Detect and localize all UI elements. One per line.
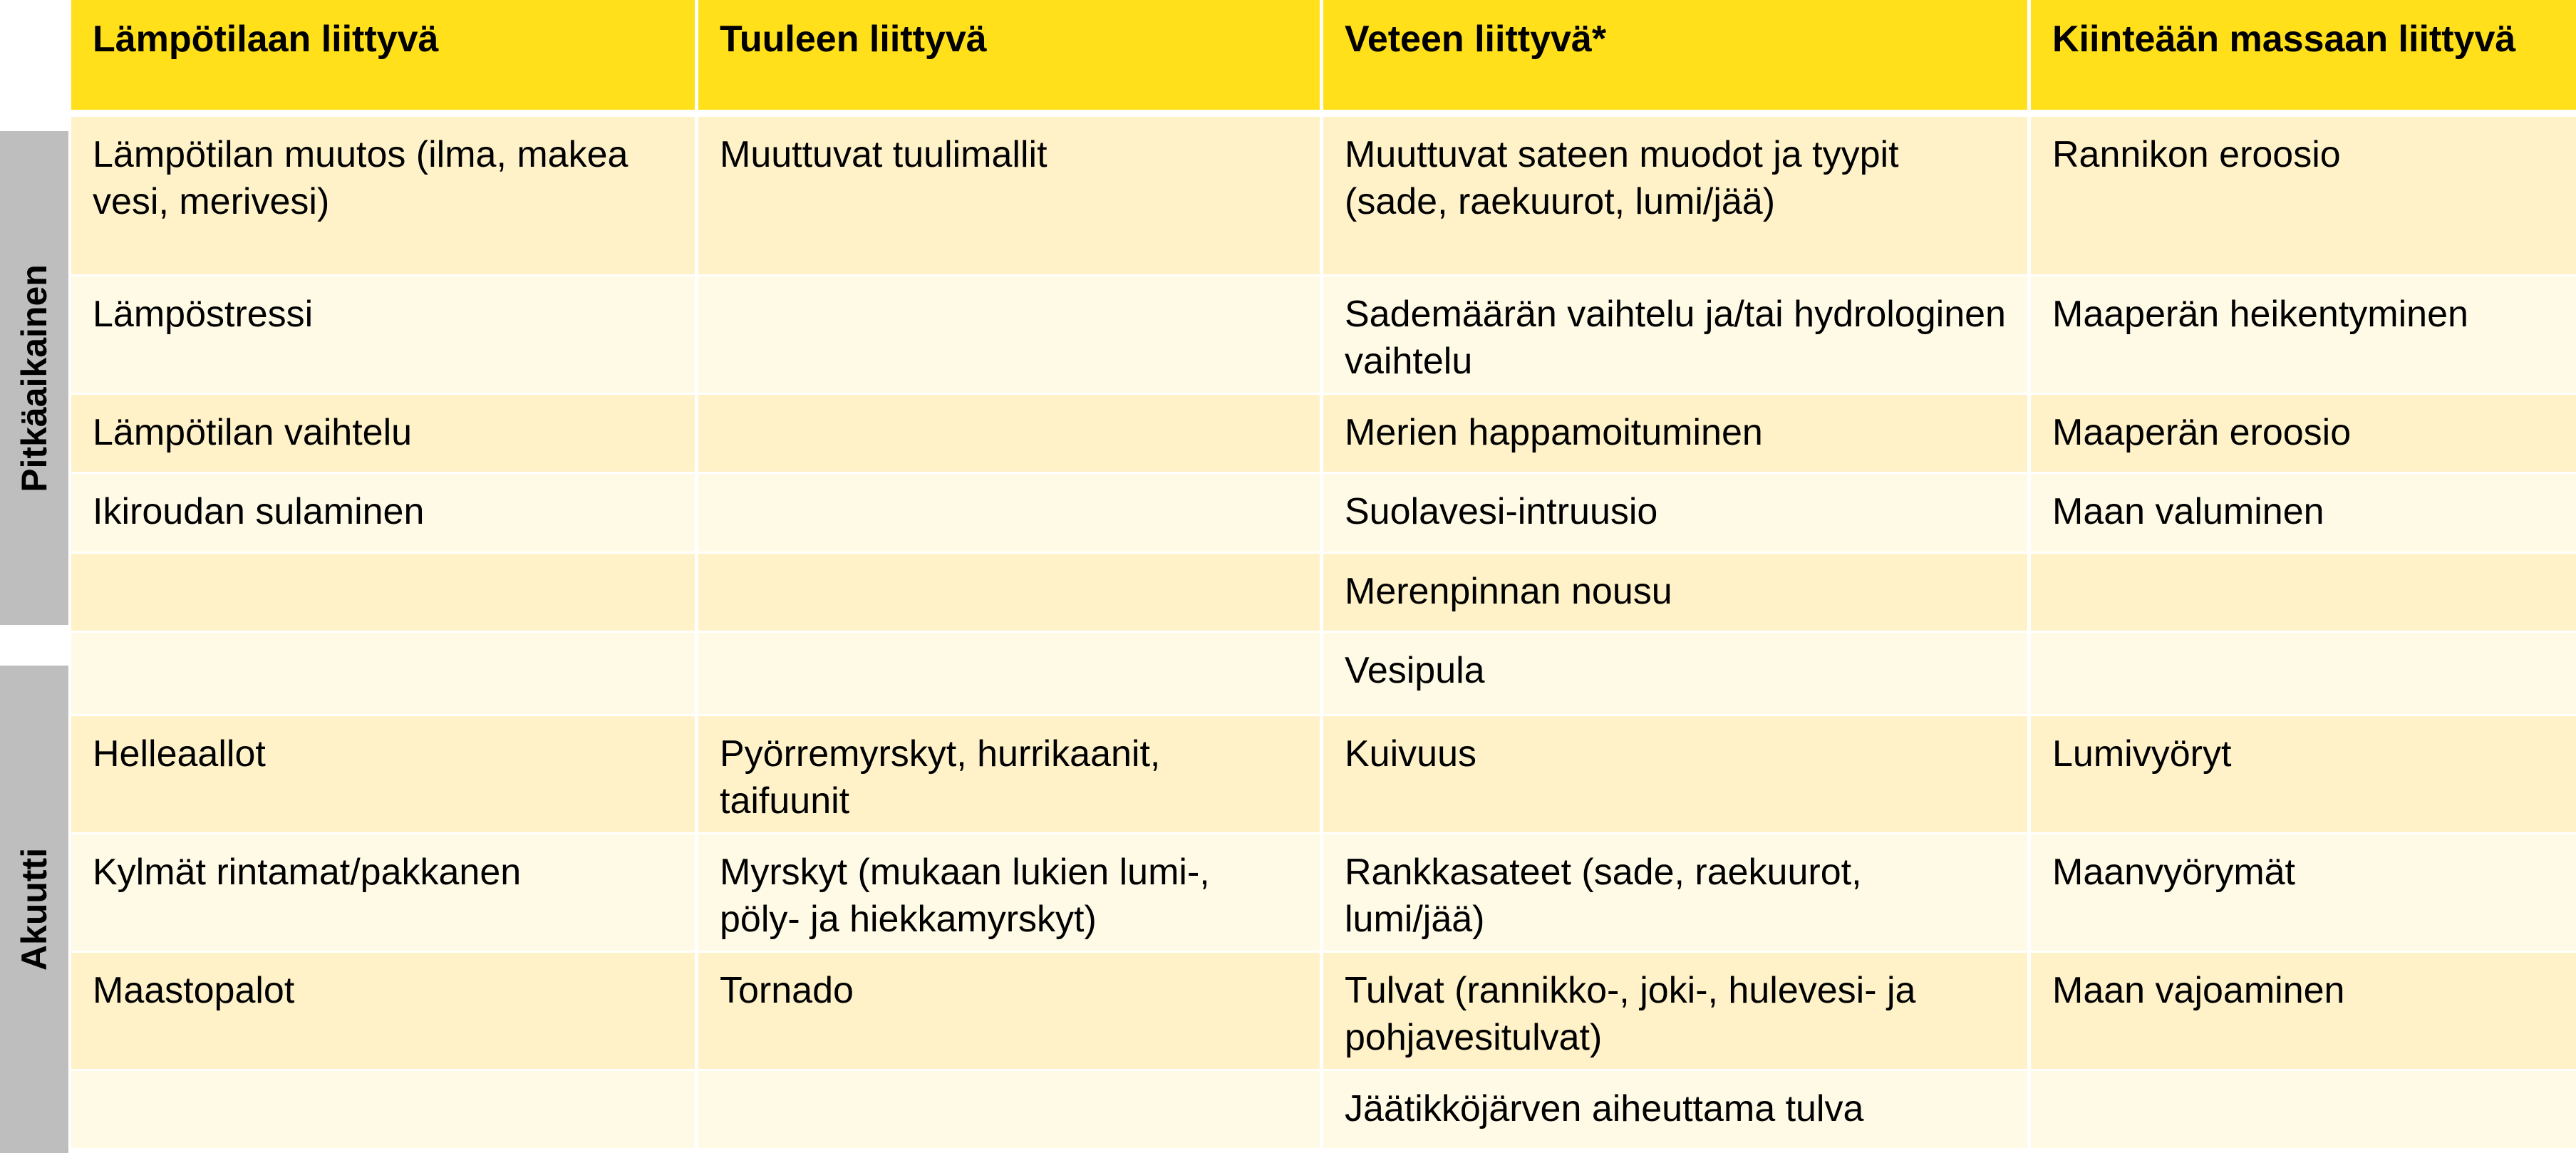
table-cell: Tornado: [698, 953, 1323, 1071]
table-cell: Maaperän heikentyminen: [2031, 276, 2576, 395]
table-cell: Kylmät rintamat/pakkanen: [71, 834, 698, 953]
table-cell: Merenpinnan nousu: [1323, 554, 2031, 633]
table-row: [71, 276, 2576, 395]
climate-hazards-table: [71, 0, 2576, 1150]
table-cell: [71, 1071, 698, 1150]
table-cell: Lämpötilan vaihtelu: [71, 395, 698, 474]
table-cell: Jäätikköjärven aiheuttama tulva: [1323, 1071, 2031, 1150]
table-row: [71, 117, 2576, 276]
table-cell: Ikiroudan sulaminen: [71, 474, 698, 554]
table-cell: Helleaallot: [71, 716, 698, 834]
table-cell: Tulvat (rannikko-, joki-, hulevesi- ja pohjavesitulvat): [1323, 953, 2031, 1071]
side-label-long-term-text: Pitkäaikainen: [14, 264, 55, 492]
table-cell: [698, 633, 1323, 716]
table-cell: Maastopalot: [71, 953, 698, 1071]
header-wind: Tuuleen liittyvä: [698, 0, 1323, 117]
table-cell: Lumivyöryt: [2031, 716, 2576, 834]
table-row: [71, 554, 2576, 633]
header-temperature: Lämpötilaan liittyvä: [71, 0, 698, 117]
table-cell: Myrskyt (mukaan lukien lumi-, pöly- ja hiekkamyrskyt): [698, 834, 1323, 953]
side-label-acute-text: Akuutti: [14, 847, 55, 971]
side-label-acute: [0, 666, 68, 1153]
table-row: [71, 1071, 2576, 1150]
table-cell: Maanvyörymät: [2031, 834, 2576, 953]
table-cell: Muuttuvat sateen muodot ja tyypit (sade, raekuurot, lumi/jää): [1323, 117, 2031, 276]
table-cell: Sademäärän vaihtelu ja/tai hydrologinen vaihtelu: [1323, 276, 2031, 395]
table-cell: Merien happamoituminen: [1323, 395, 2031, 474]
table-cell: [71, 554, 698, 633]
table-cell: Suolavesi-intruusio: [1323, 474, 2031, 554]
table-cell: [698, 395, 1323, 474]
table-cell: [2031, 633, 2576, 716]
header-row: [71, 0, 2576, 117]
table-cell: Vesipula: [1323, 633, 2031, 716]
table-cell: Lämpötilan muutos (ilma, makea vesi, merivesi): [71, 117, 698, 276]
table-row: [71, 953, 2576, 1071]
table-cell: Pyörremyrskyt, hurrikaanit, taifuunit: [698, 716, 1323, 834]
table-row: [71, 716, 2576, 834]
table-row: [71, 474, 2576, 554]
table-cell: [2031, 554, 2576, 633]
table-cell: Kuivuus: [1323, 716, 2031, 834]
table-row: [71, 395, 2576, 474]
header-solid-mass: Kiinteään massaan liittyvä: [2031, 0, 2576, 117]
table-cell: [698, 474, 1323, 554]
table-cell: Muuttuvat tuulimallit: [698, 117, 1323, 276]
table-cell: Rannikon eroosio: [2031, 117, 2576, 276]
table-cell: [2031, 1071, 2576, 1150]
table-row: [71, 834, 2576, 953]
table-cell: Maan valuminen: [2031, 474, 2576, 554]
table-cell: Maan vajoaminen: [2031, 953, 2576, 1071]
table-cell: [71, 633, 698, 716]
side-label-long-term: [0, 131, 68, 625]
table-cell: Lämpöstressi: [71, 276, 698, 395]
table-cell: [698, 276, 1323, 395]
table-cell: [698, 554, 1323, 633]
header-water: Veteen liittyvä*: [1323, 0, 2031, 117]
table-row: [71, 633, 2576, 716]
table-cell: [698, 1071, 1323, 1150]
table-cell: Maaperän eroosio: [2031, 395, 2576, 474]
table-cell: Rankkasateet (sade, raekuurot, lumi/jää): [1323, 834, 2031, 953]
